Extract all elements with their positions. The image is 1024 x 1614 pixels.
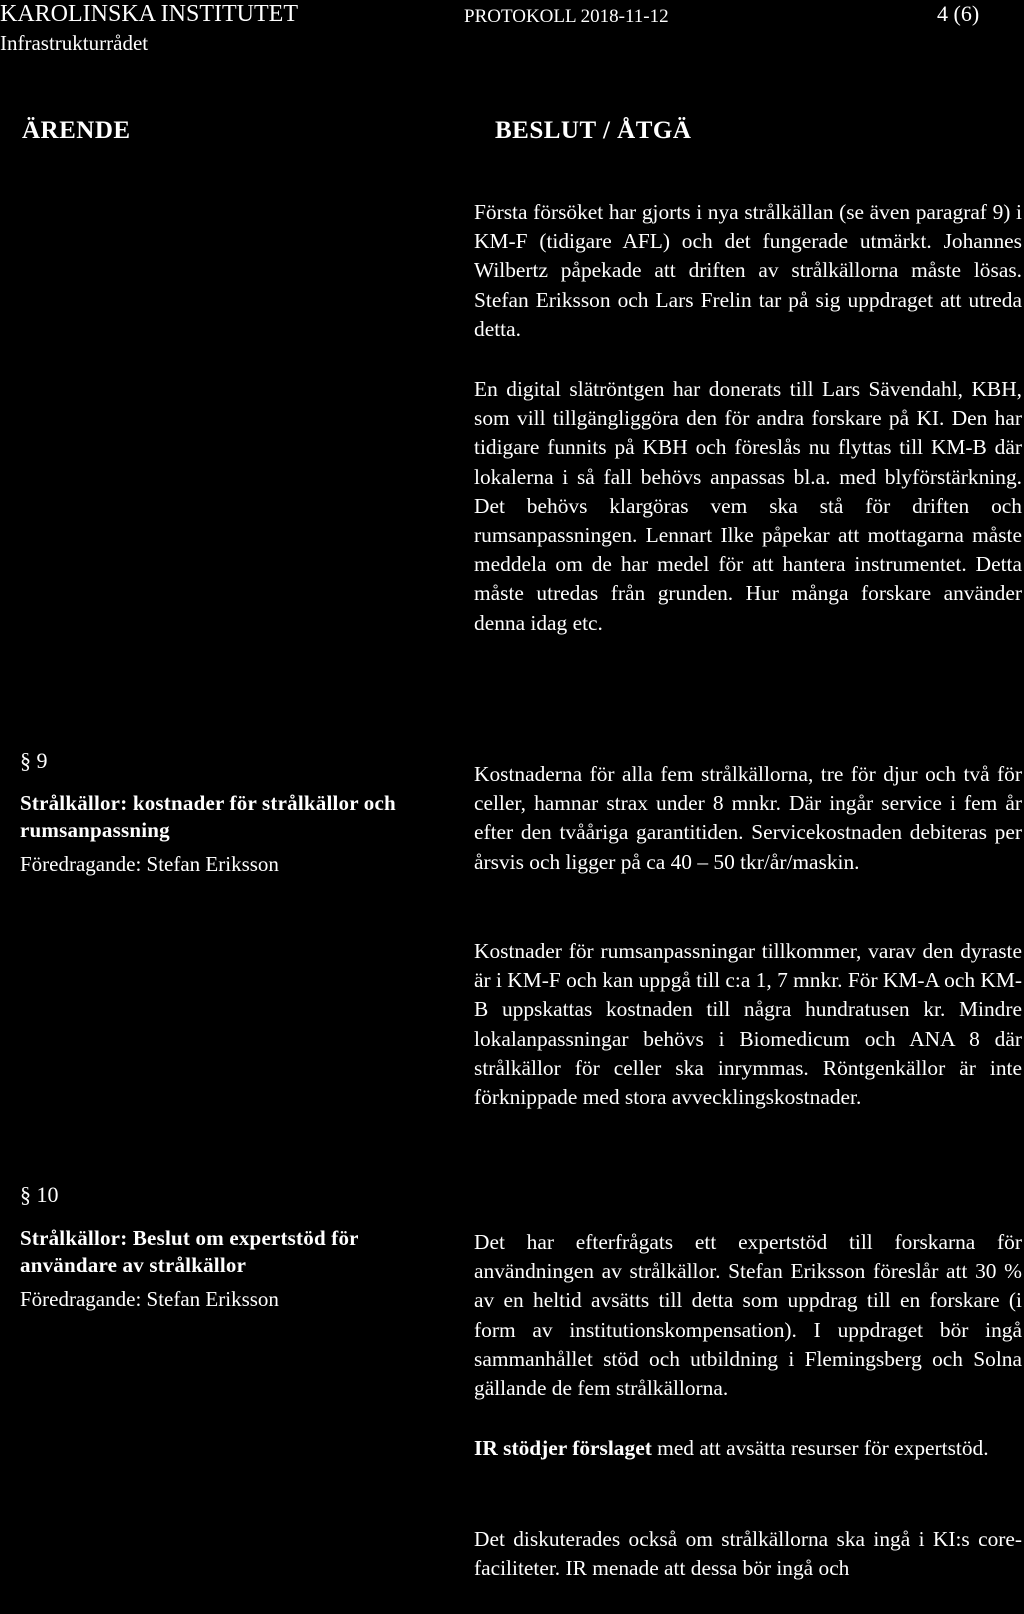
section-number: § 9	[20, 748, 48, 773]
section-number: § 10	[20, 1182, 59, 1207]
section-title: Strålkällor: Beslut om expertstöd för användare av strålkällor	[20, 1226, 359, 1277]
section-10-decision	[474, 1434, 1022, 1463]
org-name: KAROLINSKA INSTITUTET	[0, 1, 298, 27]
decision-bold: IR stödjer förslaget	[474, 1436, 652, 1460]
section-9-paragraph: Kostnaderna för alla fem strålkällorna, tre för djur och två för celler, hamnar strax under 8 mnkr. Där ingår service i fem år efter den tvååriga garantitiden. Servicekostnaden debiteras per årsvis och ligger på ca 40 – 50 tkr/år/maskin.	[474, 762, 1022, 874]
section-title: Strålkällor: kostnader för strålkällor och rumsanpassning	[20, 791, 396, 842]
presenter: Föredragande: Stefan Eriksson	[20, 1287, 279, 1311]
section-10	[20, 1182, 410, 1313]
body-paragraph: Första försöket har gjorts i nya strålkällan (se även paragraf 9) i KM-F (tidigare AFL) och det fungerade utmärkt. Johannes Wilbertz påpekade att driften av strålkällorna måste lösas. Stefan Eriksson och Lars Frelin tar på sig uppdraget att utreda detta.	[474, 200, 1022, 341]
section-9	[20, 748, 410, 878]
column-heading-matter: ÄRENDE	[22, 117, 131, 144]
body-paragraph: En digital slätröntgen har donerats till Lars Sävendahl, KBH, som vill tillgängliggöra den för andra forskare på KI. Den har tidigare funnits på KBH och föreslås nu flyttas till KM-B där lokalerna i så fall behövs anpassas bl.a. med blyförstärkning. Det behövs klargöras vem ska stå för driften och rumsanpassningen. Lennart Ilke påpekar att mottagarna måste meddela om de har medel för att hantera instrumentet. Detta måste utredas från grunden. Hur många forskare använder denna idag etc.	[474, 377, 1022, 635]
document-title: PROTOKOLL 2018-11-12	[464, 6, 669, 27]
decision-text: med att avsätta resurser för expertstöd.	[651, 1436, 989, 1460]
page-number: 4 (6)	[937, 1, 980, 26]
section-10-paragraph: Det har efterfrågats ett expertstöd till forskarna för användningen av strålkällor. Stefan Eriksson föreslår att 30 % av en heltid avsätts till detta som uppdrag till en forskare (i form av institutionskompensation). I uppdraget bör ingå sammanhållet stöd och utbildning i Flemingsberg och Solna gällande de fem strålkällorna.	[474, 1230, 1022, 1401]
column-heading-decision: BESLUT / ÅTGÄ	[495, 117, 692, 144]
section-9-paragraph: Kostnader för rumsanpassningar tillkommer, varav den dyraste är i KM-F och kan uppgå till c:a 1, 7 mnkr. För KM-A och KM-B uppskattas kostnaden till några hundratusen kr. Mindre lokalanpassningar behövs i Biomedicum och ANA 8 där strålkällor för celler ska inrymmas. Röntgenkällor är inte förknippade med stora avvecklingskostnader.	[474, 939, 1022, 1110]
unit-name: Infrastrukturrådet	[0, 31, 149, 55]
presenter: Föredragande: Stefan Eriksson	[20, 852, 279, 876]
section-10-paragraph: Det diskuterades också om strålkällorna ska ingå i KI:s core-faciliteter. IR menade att dessa bör ingå och	[474, 1527, 1022, 1581]
